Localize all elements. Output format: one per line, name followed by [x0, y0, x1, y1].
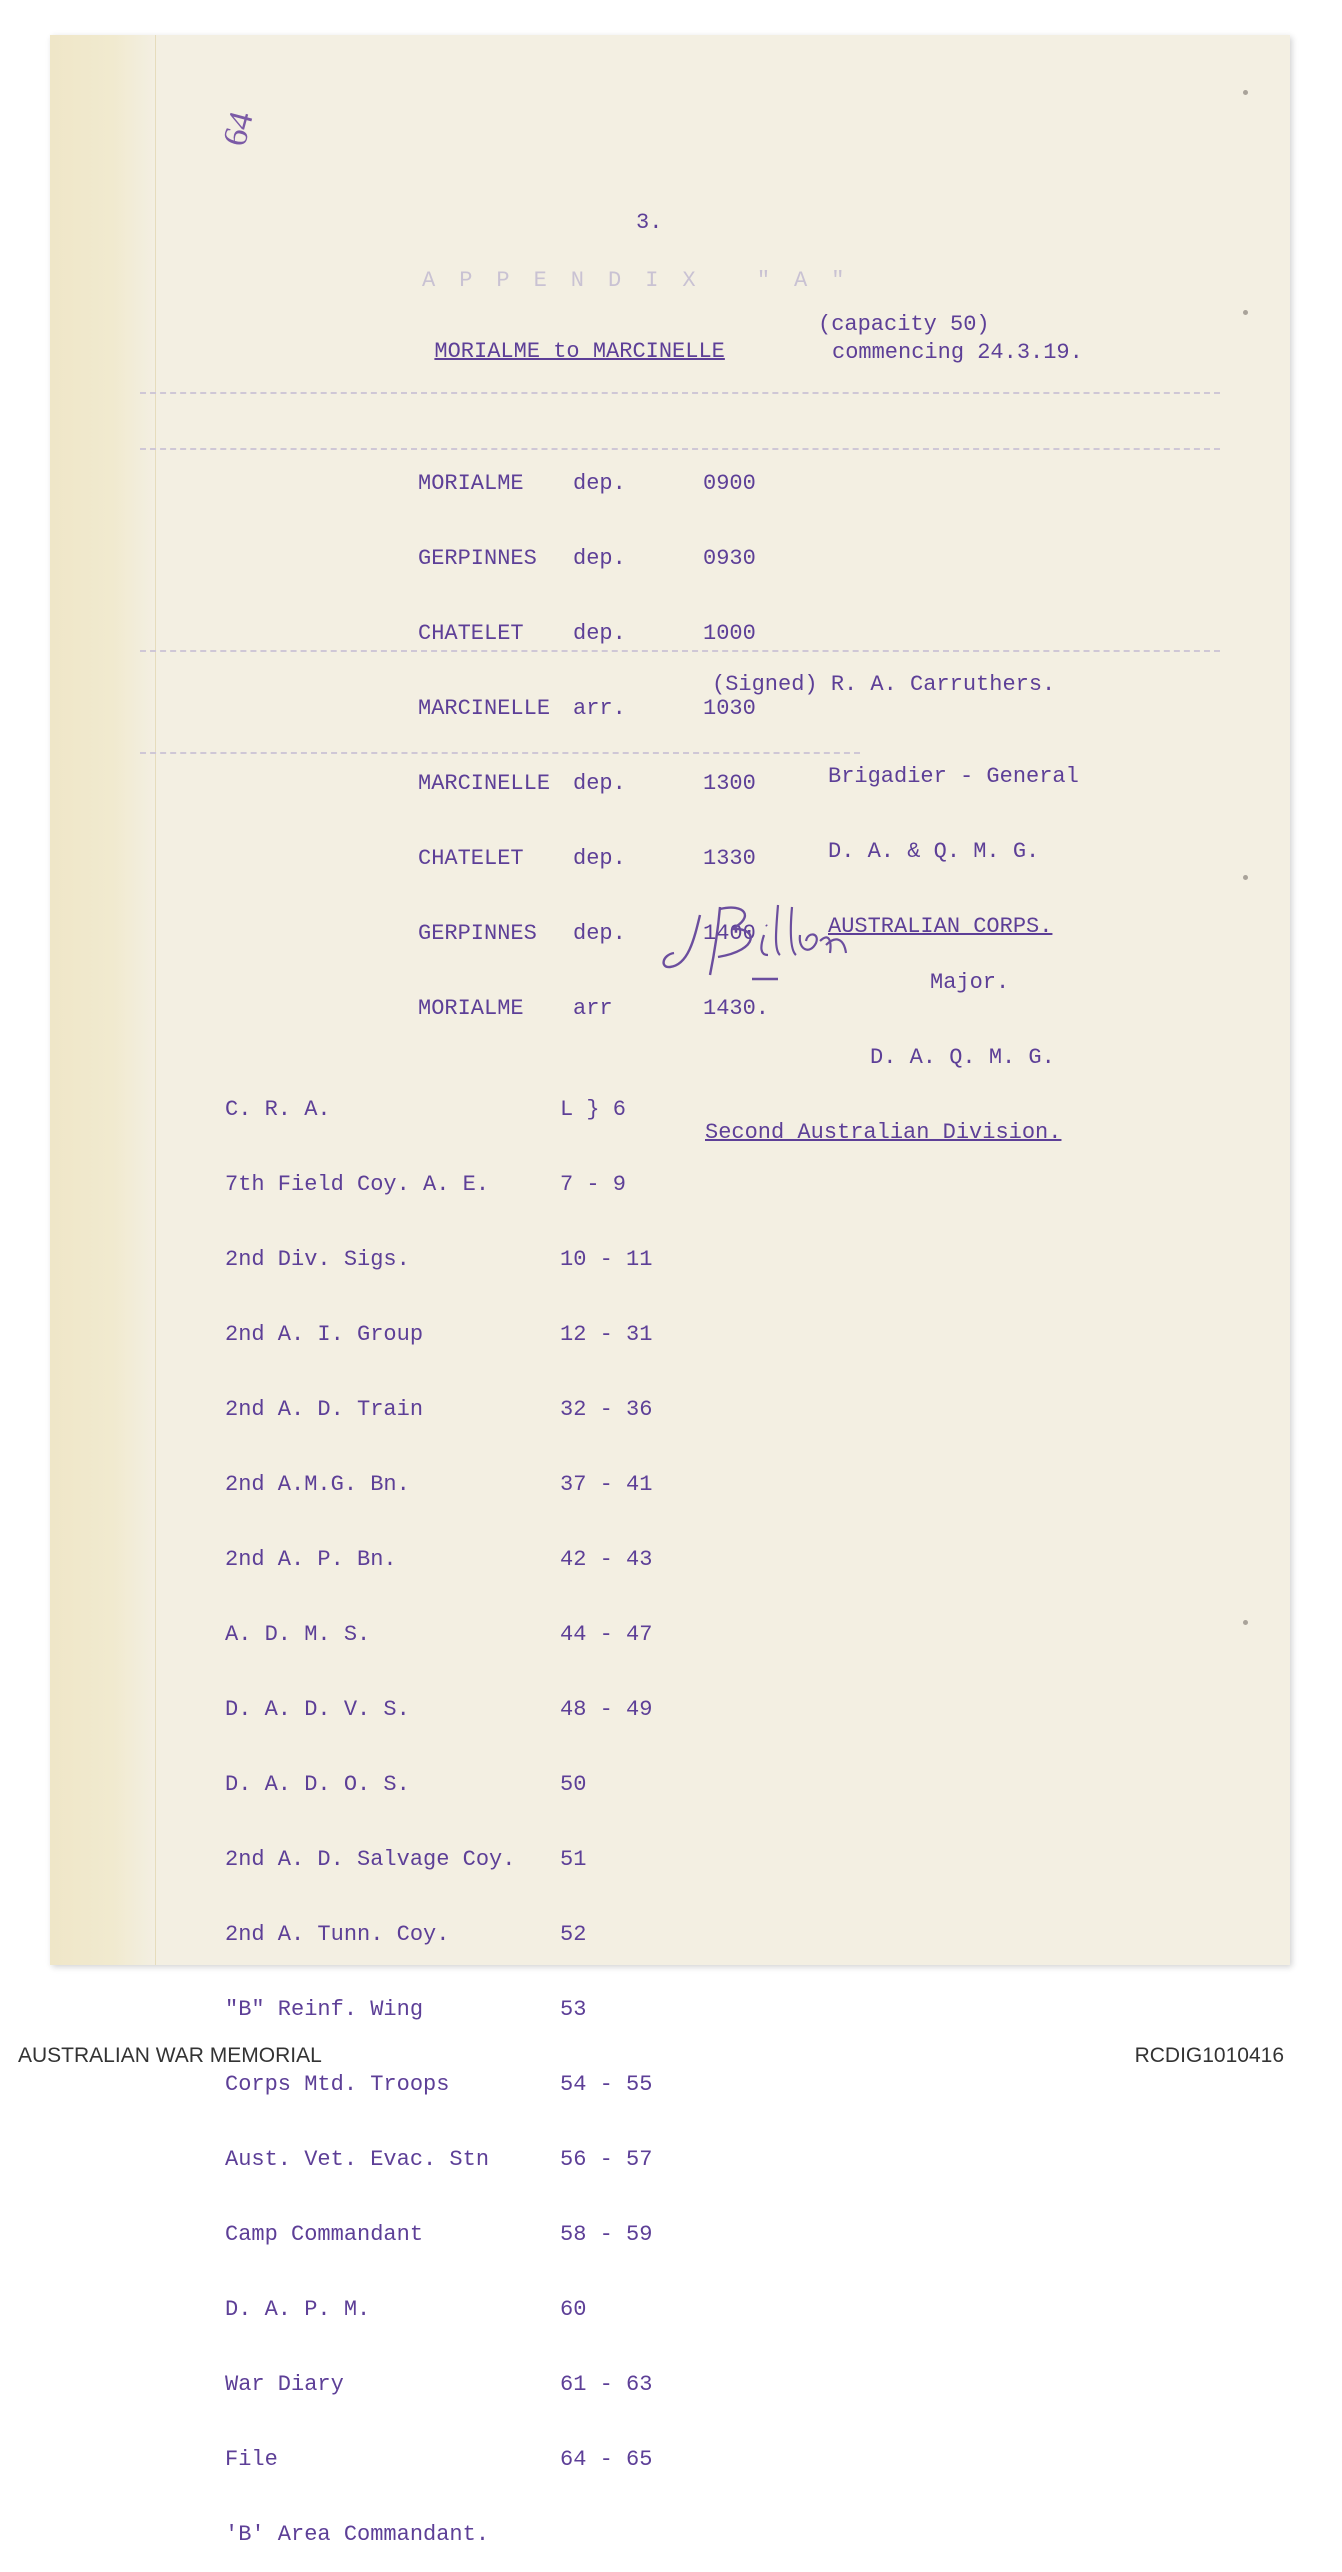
station-name: CHATELET	[418, 846, 524, 871]
recipient-unit: 2nd A. Tunn. Coy.	[225, 1922, 450, 1947]
movement-time: 1030	[703, 696, 756, 721]
movement-time: 1330	[703, 846, 756, 871]
recipient-unit: 2nd A. P. Bn.	[225, 1547, 397, 1572]
movement-time: 1000	[703, 621, 756, 646]
timetable-row	[418, 846, 783, 871]
movement-type: dep.	[573, 621, 626, 646]
movement-type: dep.	[573, 771, 626, 796]
recipient-unit: File	[225, 2447, 278, 2472]
recipient-unit: D. A. P. M.	[225, 2297, 371, 2322]
recipient-unit: D. A. D. O. S.	[225, 1772, 410, 1797]
route-from-to: MORIALME to MARCINELLE	[434, 339, 725, 364]
distribution-row	[225, 1772, 700, 1797]
recipient-unit: A. D. M. S.	[225, 1622, 371, 1647]
footer-reference: RCDIG1010416	[1134, 2044, 1284, 2067]
folio-number: 64	[216, 107, 261, 151]
recipient-unit: War Diary	[225, 2372, 344, 2397]
distribution-row	[225, 1172, 700, 1197]
copy-numbers: 32 - 36	[560, 1397, 653, 1422]
timetable-row	[418, 771, 783, 796]
route-capacity: (capacity 50)	[818, 312, 990, 337]
handwritten-signature-text: J Bilton	[660, 1003, 665, 1004]
appendix-heading: APPENDIX "A"	[422, 268, 869, 293]
copy-numbers: 54 - 55	[560, 2072, 653, 2097]
distribution-row	[225, 2522, 700, 2547]
copy-numbers: 44 - 47	[560, 1622, 653, 1647]
movement-type: dep.	[573, 846, 626, 871]
copy-numbers: 52	[560, 1922, 587, 1947]
recipient-unit: D. A. D. V. S.	[225, 1697, 410, 1722]
dashed-rule	[140, 392, 1220, 394]
copy-numbers: 12 - 31	[560, 1322, 653, 1347]
copy-numbers: 53	[560, 1997, 587, 2022]
copy-numbers: 56 - 57	[560, 2147, 653, 2172]
copy-numbers: 7 - 9	[560, 1172, 627, 1197]
punch-mark	[1243, 310, 1248, 315]
route-commencing: commencing 24.3.19.	[832, 340, 1083, 365]
recipient-unit: 2nd A. I. Group	[225, 1322, 424, 1347]
station-name: GERPINNES	[418, 921, 537, 946]
distribution-row	[225, 1622, 700, 1647]
distribution-row	[225, 1322, 700, 1347]
distribution-row	[225, 1247, 700, 1272]
paper-edge	[50, 35, 156, 1965]
movement-type: dep.	[573, 471, 626, 496]
recipient-unit: C. R. A.	[225, 1097, 331, 1122]
recipient-unit: Aust. Vet. Evac. Stn	[225, 2147, 490, 2172]
punch-mark	[1243, 90, 1248, 95]
distribution-row	[225, 1397, 700, 1422]
movement-time: 1300	[703, 771, 756, 796]
movement-type: dep.	[573, 921, 626, 946]
station-name: CHATELET	[418, 621, 524, 646]
distribution-row	[225, 2447, 700, 2472]
copy-numbers: 51	[560, 1847, 587, 1872]
copy-numbers: 61 - 63	[560, 2372, 653, 2397]
distribution-row	[225, 2297, 700, 2322]
movement-type: arr.	[573, 696, 626, 721]
signatory-unit: AUSTRALIAN CORPS.	[828, 914, 1053, 939]
recipient-unit: 2nd A.M.G. Bn.	[225, 1472, 410, 1497]
authenticator-rank: Major.	[930, 970, 1010, 995]
punch-mark	[1243, 875, 1248, 880]
distribution-row	[225, 2147, 700, 2172]
copy-numbers: 48 - 49	[560, 1697, 653, 1722]
distribution-row	[225, 1997, 700, 2022]
recipient-unit: 2nd A. D. Train	[225, 1397, 424, 1422]
distribution-row	[225, 1847, 700, 1872]
distribution-row	[225, 2222, 700, 2247]
authenticator-title: D. A. Q. M. G.	[870, 1045, 1055, 1070]
recipient-unit: 2nd Div. Sigs.	[225, 1247, 410, 1272]
movement-time: 1430.	[703, 996, 770, 1021]
footer-institution: AUSTRALIAN WAR MEMORIAL	[18, 2044, 322, 2067]
timetable-row	[418, 621, 783, 646]
page-number: 3.	[636, 210, 663, 235]
distribution-row	[225, 1697, 700, 1722]
timetable-row	[418, 546, 783, 571]
copy-numbers: 10 - 11	[560, 1247, 653, 1272]
movement-time: 0930	[703, 546, 756, 571]
distribution-row	[225, 1922, 700, 1947]
copy-numbers: 58 - 59	[560, 2222, 653, 2247]
movement-type: dep.	[573, 546, 626, 571]
station-name: GERPINNES	[418, 546, 537, 571]
distribution-row	[225, 2372, 700, 2397]
distribution-list	[225, 1047, 700, 2572]
copy-numbers: 42 - 43	[560, 1547, 653, 1572]
station-name: MORIALME	[418, 996, 524, 1021]
timetable-row	[418, 696, 783, 721]
timetable-row	[418, 471, 783, 496]
movement-type: arr	[573, 996, 613, 1021]
distribution-row	[225, 1097, 700, 1122]
recipient-unit: Corps Mtd. Troops	[225, 2072, 450, 2097]
recipient-unit: 7th Field Coy. A. E.	[225, 1172, 490, 1197]
station-name: MARCINELLE	[418, 696, 551, 721]
copy-numbers: L } 6	[560, 1097, 627, 1122]
station-name: MORIALME	[418, 471, 524, 496]
copy-numbers: 64 - 65	[560, 2447, 653, 2472]
authentication-block	[705, 920, 1061, 1170]
movement-time: 0900	[703, 471, 756, 496]
signatory-title: D. A. & Q. M. G.	[828, 839, 1040, 864]
punch-mark	[1243, 1620, 1248, 1625]
copy-numbers: 50	[560, 1772, 587, 1797]
signatory-rank: Brigadier - General	[828, 764, 1079, 789]
route-title	[408, 314, 725, 364]
station-name: MARCINELLE	[418, 771, 551, 796]
recipient-unit: 2nd A. D. Salvage Coy.	[225, 1847, 516, 1872]
movement-time: 1400	[703, 921, 756, 946]
recipient-unit: 'B' Area Commandant.	[225, 2522, 490, 2547]
copy-numbers: 37 - 41	[560, 1472, 653, 1497]
distribution-row	[225, 1547, 700, 1572]
distribution-row	[225, 1472, 700, 1497]
recipient-unit: Camp Commandant	[225, 2222, 424, 2247]
authenticator-unit: Second Australian Division.	[705, 1120, 1062, 1145]
copy-numbers: 60	[560, 2297, 587, 2322]
signed-line: (Signed) R. A. Carruthers.	[712, 672, 1056, 697]
recipient-unit: "B" Reinf. Wing	[225, 1997, 424, 2022]
distribution-row	[225, 2072, 700, 2097]
copy-numbers	[560, 2522, 700, 2547]
